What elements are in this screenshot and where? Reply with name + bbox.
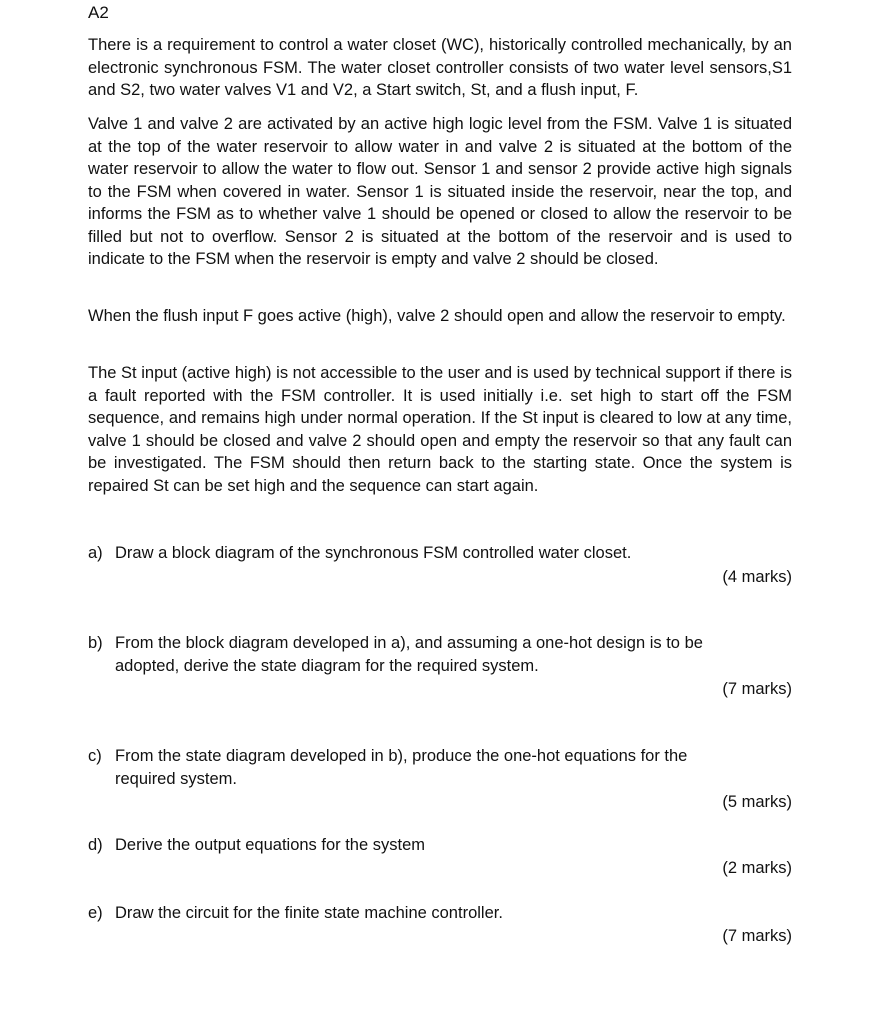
question-text: From the state diagram developed in b), produce the one-hot equations for the required system. <box>115 747 688 788</box>
question-b <box>88 632 748 677</box>
question-c <box>88 745 748 790</box>
question-text: Derive the output equations for the system <box>115 836 426 854</box>
question-text: Draw the circuit for the finite state machine controller. <box>115 904 503 922</box>
question-letter: c) <box>88 747 102 765</box>
question-heading: A2 <box>88 3 109 22</box>
question-a <box>88 542 748 565</box>
question-letter: e) <box>88 904 103 922</box>
flush-paragraph: When the flush input F goes active (high), valve 2 should open and allow the reservoir to empty. <box>88 307 786 325</box>
question-d <box>88 834 748 857</box>
question-a-marks: (4 marks) <box>722 568 792 586</box>
question-letter: d) <box>88 836 103 854</box>
question-e-marks: (7 marks) <box>722 927 792 945</box>
question-text: From the block diagram developed in a), and assuming a one-hot design is to be adopted, derive the state diagram for the required system. <box>115 634 703 675</box>
question-b-marks: (7 marks) <box>722 680 792 698</box>
question-text: Draw a block diagram of the synchronous FSM controlled water closet. <box>115 544 632 562</box>
valves-sensors-paragraph: Valve 1 and valve 2 are activated by an active high logic level from the FSM. Valve 1 is situated at the top of the water reservoir to allow water in and valve 2 is situated at the bottom of the water reservoir to allow the water to flow out. Sensor 1 and sensor 2 provide active high signals to the FSM when covered in water. Sensor 1 is situated inside the reservoir, near the top, and informs the FSM as to whether valve 1 should be opened or closed to allow the reservoir to be filled but not to overflow. Sensor 2 is situated at the bottom of the reservoir and is used to indicate to the FSM when the reservoir is empty and valve 2 should be closed. <box>88 115 792 268</box>
question-letter: a) <box>88 544 103 562</box>
question-d-marks: (2 marks) <box>722 859 792 877</box>
start-switch-paragraph: The St input (active high) is not accessible to the user and is used by technical support if there is a fault reported with the FSM controller. It is used initially i.e. set high to start off the FSM sequence, and remains high under normal operation. If the St input is cleared to low at any time, valve 1 should be closed and valve 2 should open and empty the reservoir so that any fault can be investigated. The FSM should then return back to the starting state. Once the system is repaired St can be set high and the sequence can start again. <box>88 364 792 495</box>
intro-paragraph: There is a requirement to control a water closet (WC), historically controlled mechanically, by an electronic synchronous FSM. The water closet controller consists of two water level sensors,S1 and S2, two water valves V1 and V2, a Start switch, St, and a flush input, F. <box>88 36 792 99</box>
question-letter: b) <box>88 634 103 652</box>
question-c-marks: (5 marks) <box>722 793 792 811</box>
question-e <box>88 902 748 925</box>
